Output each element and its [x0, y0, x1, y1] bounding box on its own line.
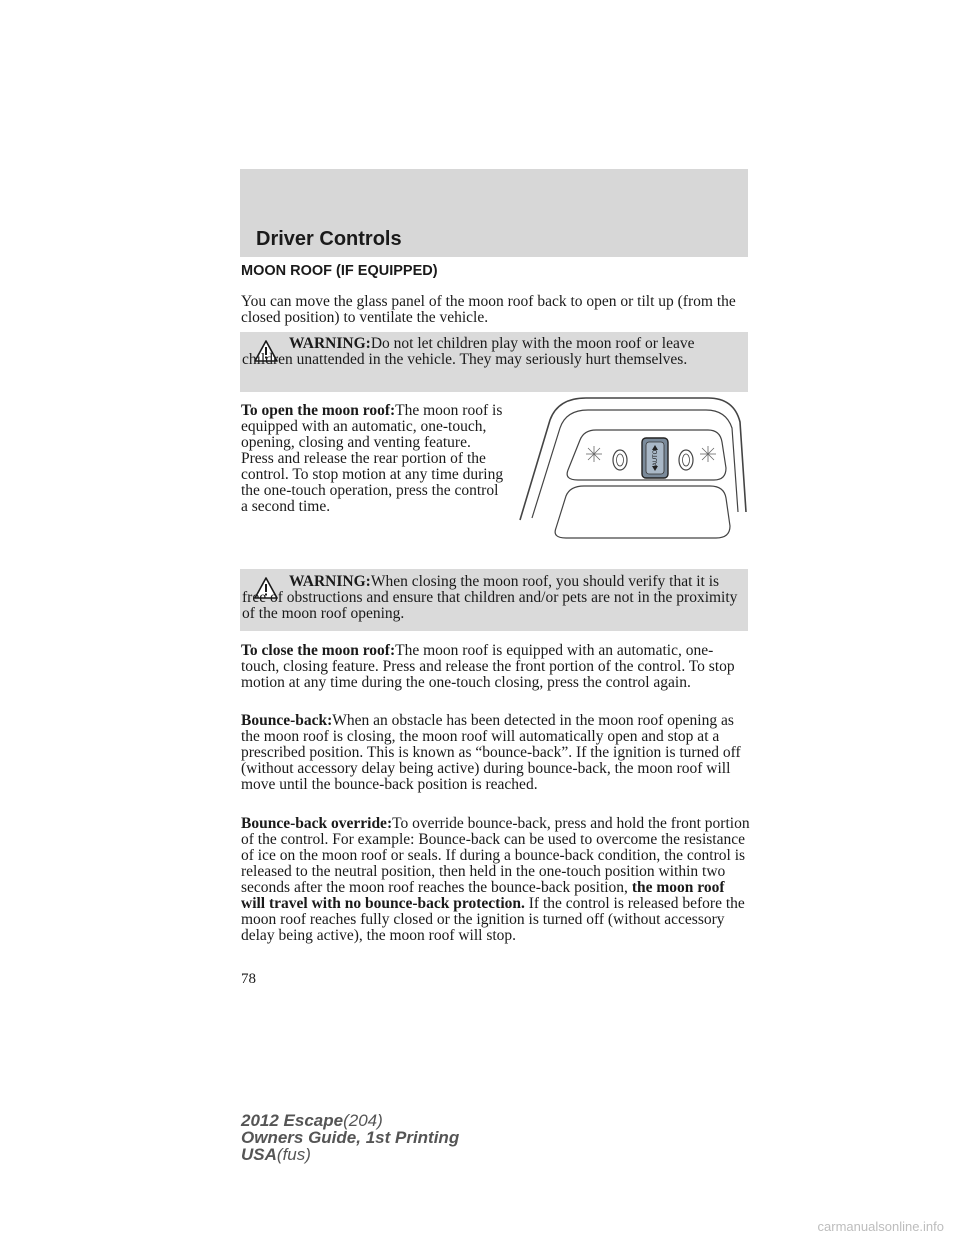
footer-region-code: (fus) — [276, 1145, 311, 1164]
warning-box-2 — [240, 569, 748, 631]
header-bar — [240, 169, 748, 257]
warning-box-1 — [240, 332, 748, 392]
warning-2-body: When closing the moon roof, you should verify that it is free of obstructions and ensure that children and/or pets are not in the proximity of the moon roof opening. — [242, 573, 738, 622]
override-body-2: If the control is released before the moon roof reaches fully closed or the ignition is turned off (without accessory delay being active), the moon roof will stop. — [241, 895, 745, 944]
warning-2-text — [242, 574, 742, 622]
bounce-back-body: When an obstacle has been detected in the moon roof opening as the moon roof is closing, the moon roof will automatically open and stop at a prescribed position. This is known as “bounce-back”. If the ignition is turned off (without accessory delay being active) during bounce-back, the moon roof will move until the bounce-back position is reached. — [241, 712, 741, 793]
open-label: To open the moon roof: — [241, 402, 396, 419]
open-body: The moon roof is equipped with an automatic, one-touch, opening, closing and venting feature. Press and release the rear portion of the control. To stop motion at any time during the one-touch operation, press the control a second time. — [241, 402, 504, 515]
warning-2-label: WARNING: — [289, 573, 371, 590]
footer-print-info — [241, 1112, 459, 1163]
close-label: To close the moon roof: — [241, 642, 396, 659]
override-body-bold: the moon roof will travel with no bounce-back protection. — [241, 879, 725, 912]
footer-region: USA — [241, 1145, 277, 1164]
open-paragraph — [241, 403, 507, 515]
bounce-back-label: Bounce-back: — [241, 712, 333, 729]
watermark-text: carmanualsonline.info — [817, 1219, 944, 1234]
moon-roof-control-illustration — [512, 392, 748, 540]
override-label: Bounce-back override: — [241, 815, 393, 832]
section-title: MOON ROOF (IF EQUIPPED) — [241, 263, 438, 279]
map-light-left-icon — [586, 446, 602, 462]
footer-printing: Owners Guide, 1st Printing — [241, 1128, 460, 1147]
warning-1-body: Do not let children play with the moon roof or leave children unattended in the vehicle. They may seriously hurt themselves. — [242, 335, 695, 368]
bounce-back-paragraph — [241, 713, 751, 793]
warning-1-label: WARNING: — [289, 335, 371, 352]
auto-label: AUTO — [653, 449, 659, 467]
intro-paragraph: You can move the glass panel of the moon roof back to open or tilt up (from the closed position) to ventilate the vehicle. — [241, 293, 736, 326]
footer-model: 2012 Escape — [241, 1111, 344, 1130]
close-paragraph — [241, 643, 751, 691]
override-body-1: To override bounce-back, press and hold the front portion of the control. For example: Bounce-back can be used to overcome the resistance of ice on the moon roof or seals. If during a bounce-back condition, the control is released to the neutral position, then held in the one-touch position within two seconds after the moon roof reaches the bounce-back position, — [241, 815, 750, 896]
close-body: The moon roof is equipped with an automatic, one-touch, closing feature. Press and release the front portion of the control. To stop motion at any time during the one-touch closing, press the control again. — [241, 642, 735, 691]
bounce-back-override-paragraph — [241, 816, 751, 944]
storage-bin-outline — [555, 486, 730, 538]
page-number: 78 — [241, 971, 256, 987]
left-light-switch-icon — [613, 450, 627, 470]
footer-model-code: (204) — [343, 1111, 383, 1130]
right-light-switch-icon — [679, 450, 693, 470]
warning-1-text — [242, 336, 742, 368]
map-light-right-icon — [700, 446, 716, 462]
page-title: Driver Controls — [256, 228, 402, 250]
